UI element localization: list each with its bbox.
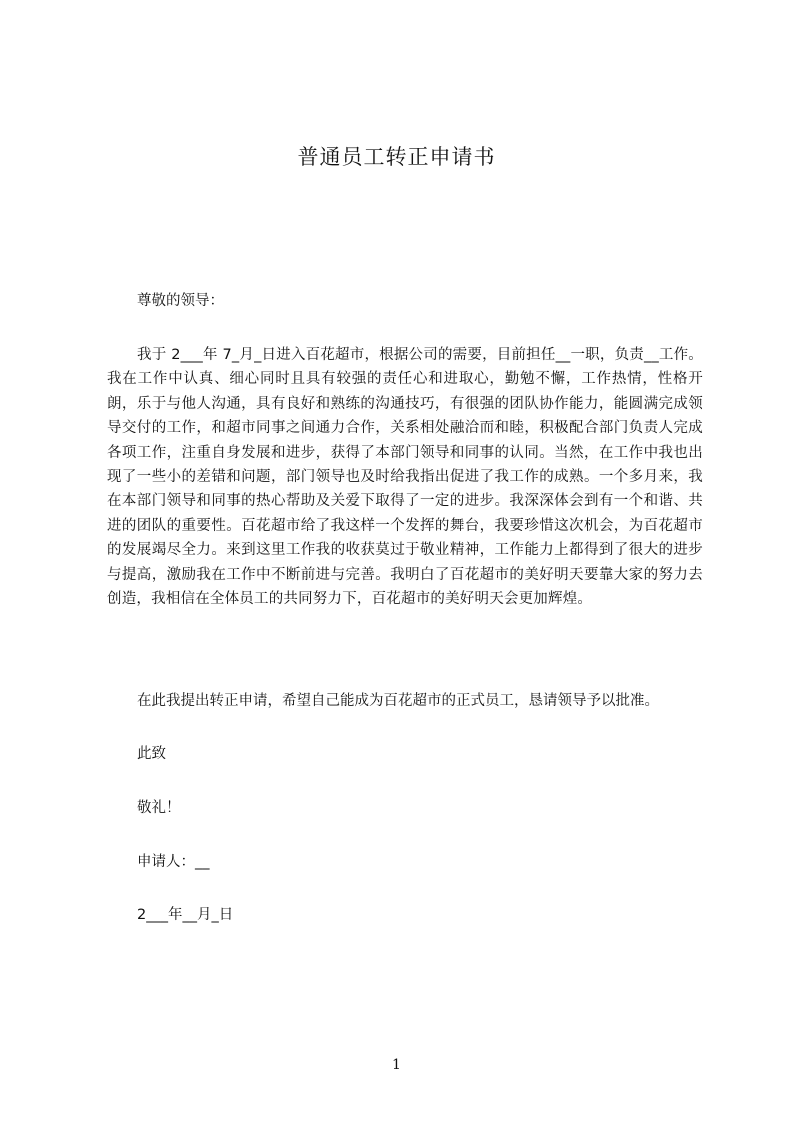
applicant-signature: 申请人：__ [137, 854, 210, 870]
document-title: 普通员工转正申请书 [297, 145, 496, 169]
page-number: 1 [392, 1057, 401, 1073]
salutation: 尊敬的领导： [137, 293, 224, 309]
closing-line-1: 此致 [137, 746, 166, 762]
application-statement: 在此我提出转正申请，希望自己能成为百花超市的正式员工，恳请领导予以批准。 [137, 693, 659, 709]
application-date: 2___年__月_日 [137, 907, 234, 923]
closing-line-2: 敬礼！ [137, 800, 181, 816]
body-paragraph: 我于 2___年 7_月_日进入百花超市，根据公司的需要，目前担任__一职，负责__工作。我在工作中认真、细心同时且具有较强的责任心和进取心，勤勉不懈，工作热情，性格开朗，乐于与他人沟通，具有良好和熟练的沟通技巧，有很强的团队协作能力，能圆满完成领导交付的工作，和超市同事之间通力合作，关系相处融洽而和睦，积极配合部门负责人完成各项工作，注重自身发展和进步，获得了本部门领导和同事的认同。当然，在工作中我也出现了一些小的差错和问题，部门领导也及时给我指出促进了我工作的成熟。一个多月来，我在本部门领导和同事的热心帮助及关爱下取得了一定的进步。我深深体会到有一个和谐、共进的团队的重要性。百花超市给了我这样一个发挥的舞台，我要珍惜这次机会，为百花超市的发展竭尽全力。来到这里工作我的收获莫过于敬业精神，工作能力上都得到了很大的进步与提高，激励我在工作中不断前进与完善。我明白了百花超市的美好明天要靠大家的努力去创造，我相信在全体员工的共同努力下，百花超市的美好明天会更加辉煌。 [107, 347, 703, 608]
